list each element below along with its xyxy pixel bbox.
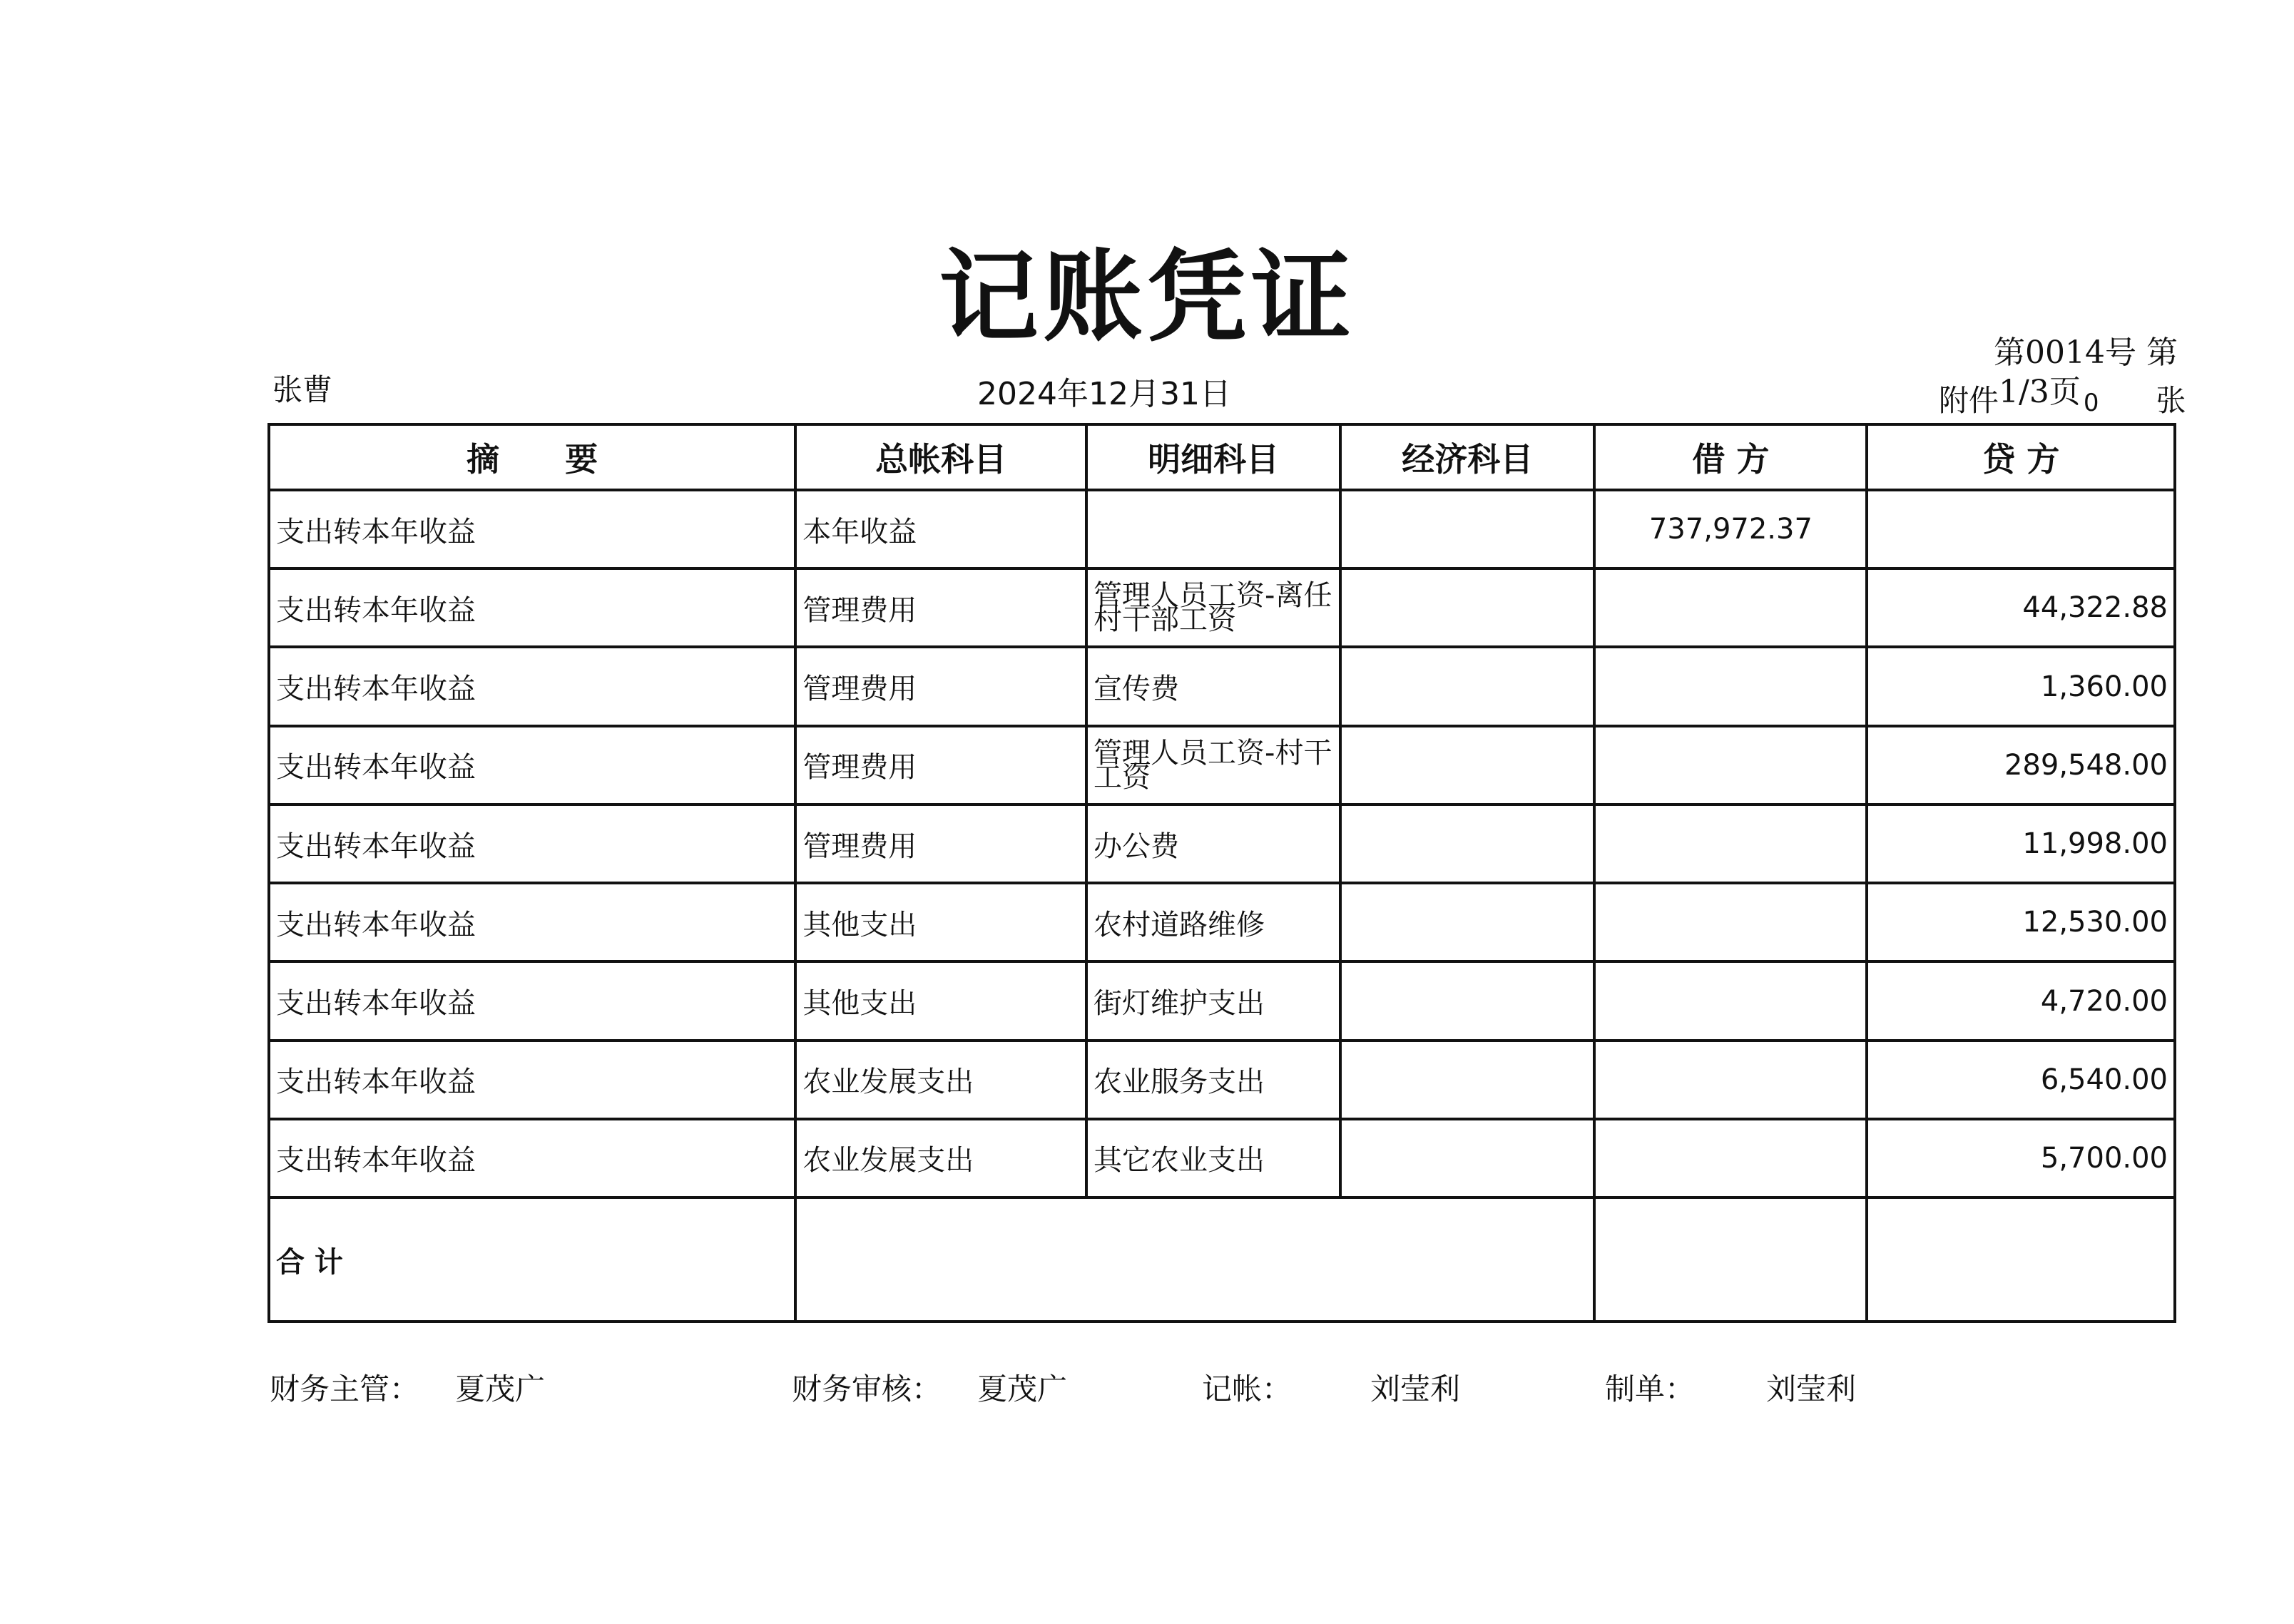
summary-cell: 支出转本年收益 [269, 883, 795, 961]
debit-cell [1594, 726, 1867, 805]
economic-account-cell [1340, 961, 1594, 1040]
credit-cell: 6,540.00 [1867, 1041, 2175, 1119]
debit-cell [1594, 1041, 1867, 1119]
col-detail-account-header: 明细科目 [1086, 424, 1340, 490]
preparer-signature [1605, 1366, 1856, 1409]
auditor-label: 财务审核： [792, 1372, 942, 1406]
credit-cell [1867, 490, 2175, 568]
economic-account-cell [1340, 805, 1594, 883]
general-account-cell: 管理费用 [795, 805, 1086, 883]
debit-cell [1594, 647, 1867, 725]
credit-cell: 11,998.00 [1867, 805, 2175, 883]
debit-cell [1594, 568, 1867, 647]
general-account-cell: 管理费用 [795, 647, 1086, 725]
general-account-cell: 本年收益 [795, 490, 1086, 568]
economic-account-cell [1340, 883, 1594, 961]
auditor-signature [792, 1366, 1067, 1409]
debit-cell [1594, 1119, 1867, 1197]
detail-account-cell: 宣传费 [1086, 647, 1340, 725]
credit-cell: 44,322.88 [1867, 568, 2175, 647]
general-account-cell: 农业发展支出 [795, 1119, 1086, 1197]
preparer-name: 刘莹利 [1766, 1372, 1857, 1406]
detail-account-cell: 管理人员工资-村干工资 [1086, 726, 1340, 805]
preparer-label: 制单： [1605, 1372, 1696, 1406]
supervisor-label: 财务主管： [270, 1372, 420, 1406]
total-blank-cell [795, 1197, 1594, 1322]
summary-cell: 支出转本年收益 [269, 568, 795, 647]
detail-account-cell: 街灯维护支出 [1086, 961, 1340, 1040]
table-row [269, 1119, 2175, 1197]
detail-account-cell: 管理人员工资-离任村干部工资 [1086, 568, 1340, 647]
table-row [269, 805, 2175, 883]
economic-account-cell [1340, 490, 1594, 568]
bookkeeper-label: 记帐： [1202, 1372, 1293, 1406]
voucher-number: 第0014号 第 [1994, 334, 2178, 371]
summary-cell: 支出转本年收益 [269, 805, 795, 883]
total-label: 合 计 [269, 1197, 795, 1322]
economic-account-cell [1340, 647, 1594, 725]
col-credit-header: 贷 方 [1867, 424, 2175, 490]
detail-account-cell: 农业服务支出 [1086, 1041, 1340, 1119]
credit-cell: 1,360.00 [1867, 647, 2175, 725]
table-row [269, 490, 2175, 568]
voucher-date: 2024年12月31日 [977, 376, 1231, 412]
economic-account-cell [1340, 726, 1594, 805]
supervisor-name: 夏茂广 [455, 1372, 546, 1406]
summary-cell: 支出转本年收益 [269, 961, 795, 1040]
general-account-cell: 农业发展支出 [795, 1041, 1086, 1119]
summary-cell: 支出转本年收益 [269, 1041, 795, 1119]
general-account-cell: 管理费用 [795, 726, 1086, 805]
col-summary-header: 摘 要 [269, 424, 795, 490]
col-economic-account-header: 经济科目 [1340, 424, 1594, 490]
page-indicator: 1/3页 [1999, 374, 2081, 410]
detail-account-cell: 农村道路维修 [1086, 883, 1340, 961]
debit-cell [1594, 961, 1867, 1040]
attachment-info [1939, 374, 2186, 420]
summary-cell: 支出转本年收益 [269, 1119, 795, 1197]
attachment-unit: 张 [2156, 383, 2186, 418]
summary-cell: 支出转本年收益 [269, 490, 795, 568]
detail-account-cell [1086, 490, 1340, 568]
col-debit-header: 借 方 [1594, 424, 1867, 490]
table-row [269, 647, 2175, 725]
attachment-count: 0 [2083, 389, 2099, 417]
voucher-title: 记账凭证 [938, 239, 1355, 356]
credit-cell: 5,700.00 [1867, 1119, 2175, 1197]
total-credit-cell [1867, 1197, 2175, 1322]
table-row [269, 883, 2175, 961]
summary-cell: 支出转本年收益 [269, 726, 795, 805]
summary-cell: 支出转本年收益 [269, 647, 795, 725]
table-row [269, 568, 2175, 647]
debit-cell: 737,972.37 [1594, 490, 1867, 568]
detail-account-cell: 其它农业支出 [1086, 1119, 1340, 1197]
credit-cell: 4,720.00 [1867, 961, 2175, 1040]
header-row [269, 424, 2175, 490]
general-account-cell: 其他支出 [795, 961, 1086, 1040]
economic-account-cell [1340, 1041, 1594, 1119]
col-general-account-header: 总帐科目 [795, 424, 1086, 490]
debit-cell [1594, 883, 1867, 961]
voucher-table [267, 423, 2176, 1323]
bookkeeper-signature [1202, 1366, 1460, 1409]
general-account-cell: 其他支出 [795, 883, 1086, 961]
company-name: 张曹 [272, 372, 333, 407]
general-account-cell: 管理费用 [795, 568, 1086, 647]
economic-account-cell [1340, 568, 1594, 647]
total-row [269, 1197, 2175, 1322]
supervisor-signature [270, 1366, 545, 1409]
table-row [269, 726, 2175, 805]
auditor-name: 夏茂广 [977, 1372, 1068, 1406]
credit-cell: 12,530.00 [1867, 883, 2175, 961]
detail-account-cell: 办公费 [1086, 805, 1340, 883]
debit-cell [1594, 805, 1867, 883]
total-debit-cell [1594, 1197, 1867, 1322]
bookkeeper-name: 刘莹利 [1370, 1372, 1461, 1406]
credit-cell: 289,548.00 [1867, 726, 2175, 805]
economic-account-cell [1340, 1119, 1594, 1197]
table-row [269, 961, 2175, 1040]
attachment-label: 附件 [1939, 383, 1999, 418]
table-row [269, 1041, 2175, 1119]
